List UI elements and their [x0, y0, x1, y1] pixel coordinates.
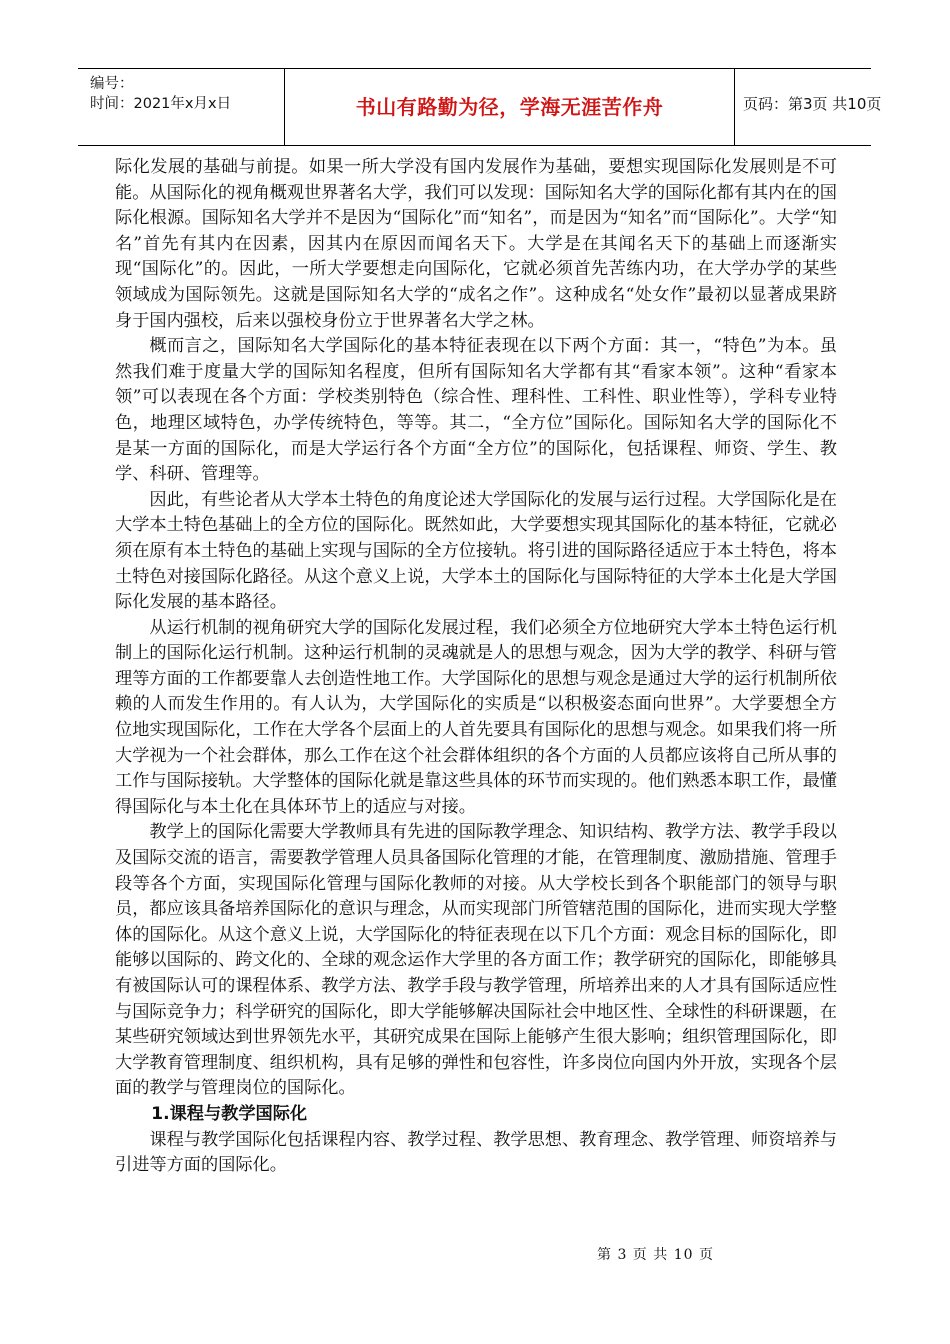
body-paragraph: 概而言之，国际知名大学国际化的基本特征表现在以下两个方面：其一，“特色”为本。虽然我们难于度量大学的国际知名程度，但所有国际知名大学都有其“看家本领”。这种“看家本领”可以表现在各个方面：学校类别特色（综合性、理科性、工科性、职业性等），学科专业特色，地理区域特色，办学传统特色，等等。其二，“全方位”国际化。国际知名大学的国际化不是某一方面的国际化，而是大学运行各个方面“全方位”的国际化，包括课程、师资、学生、教学、科研、管理等。 [115, 336, 837, 485]
header-page-info: 页码：第3页 共10页 [743, 95, 882, 113]
page-footer-number: 第 3 页 共 10 页 [597, 1247, 714, 1263]
header-motto-cell [284, 69, 735, 145]
header-meta-cell [78, 69, 284, 145]
body-paragraph: 因此，有些论者从大学本土特色的角度论述大学国际化的发展与运行过程。大学国际化是在大学本土特色基础上的全方位的国际化。既然如此，大学要想实现其国际化的基本特征，它就必须在原有本土特色的基础上实现与国际的全方位接轨。将引进的国际路径适应于本土特色，将本土特色对接国际化路径。从这个意义上说，大学本土的国际化与国际特征的大学本土化是大学国际化发展的基本路径。 [115, 489, 837, 613]
body-paragraph: 从运行机制的视角研究大学的国际化发展过程，我们必须全方位地研究大学本土特色运行机制上的国际化运行机制。这种运行机制的灵魂就是人的思想与观念，因为大学的教学、科研与管理等方面的工作都要靠人去创造性地工作。大学国际化的思想与观念是通过大学的运行机制所依赖的人而发生作用的。有人认为，大学国际化的实质是“以积极姿态面向世界”。大学要想全方位地实现国际化，工作在大学各个层面上的人首先要具有国际化的思想与观念。如果我们将一所大学视为一个社会群体，那么工作在这个社会群体组织的各个方面的人员都应该将自己所从事的工作与国际接轨。大学整体的国际化就是靠这些具体的环节而实现的。他们熟悉本职工作，最懂得国际化与本土化在具体环节上的适应与对接。 [115, 617, 837, 817]
document-number-label: 编号： [90, 76, 134, 92]
header-page-cell [733, 69, 882, 145]
document-body [115, 155, 837, 1179]
section-heading: 1.课程与教学国际化 [151, 1103, 308, 1124]
body-paragraph: 际化发展的基础与前提。如果一所大学没有国内发展作为基础，要想实现国际化发展则是不可能。从国际化的视角概观世界著名大学，我们可以发现：国际知名大学的国际化都有其内在的国际化根源。国际知名大学并不是因为“国际化”而“知名”，而是因为“知名”而“国际化”。大学“知名”首先有其内在因素，因其内在原因而闻名天下。大学是在其闻名天下的基础上而逐渐实现“国际化”的。因此，一所大学要想走向国际化，它就必须首先苦练内功，在大学办学的某些领域成为国际领先。这就是国际知名大学的“成名之作”。这种成名“处女作”最初以显著成果跻身于国内强校，后来以强校身份立于世界著名大学之林。 [115, 157, 837, 331]
header-motto: 书山有路勤为径，学海无涯苦作舟 [355, 95, 664, 119]
section-paragraph: 课程与教学国际化包括课程内容、教学过程、教学思想、教育理念、教学管理、师资培养与引进等方面的国际化。 [115, 1129, 837, 1176]
document-time-label: 时间：2021年x月x日 [90, 96, 232, 112]
page-header [78, 68, 882, 146]
body-paragraph: 教学上的国际化需要大学教师具有先进的国际教学理念、知识结构、教学方法、教学手段以及国际交流的语言，需要教学管理人员具备国际化管理的才能，在管理制度、激励措施、管理手段等各个方面，实现国际化管理与国际化教师的对接。从大学校长到各个职能部门的领导与职员，都应该具备培养国际化的意识与理念，从而实现部门所管辖范围的国际化，进而实现大学整体的国际化。从这个意义上说，大学国际化的特征表现在以下几个方面：观念目标的国际化，即能够以国际的、跨文化的、全球的观念运作大学里的各方面工作；教学研究的国际化，即能够具有被国际认可的课程体系、教学方法、教学手段与教学管理，所培养出来的人才具有国际适应性与国际竞争力；科学研究的国际化，即大学能够解决国际社会中地区性、全球性的科研课题，在某些研究领域达到世界领先水平，其研究成果在国际上能够产生很大影响；组织管理国际化，即大学教育管理制度、组织机构，具有足够的弹性和包容性，许多岗位向国内外开放，实现各个层面的教学与管理岗位的国际化。 [115, 822, 837, 1099]
